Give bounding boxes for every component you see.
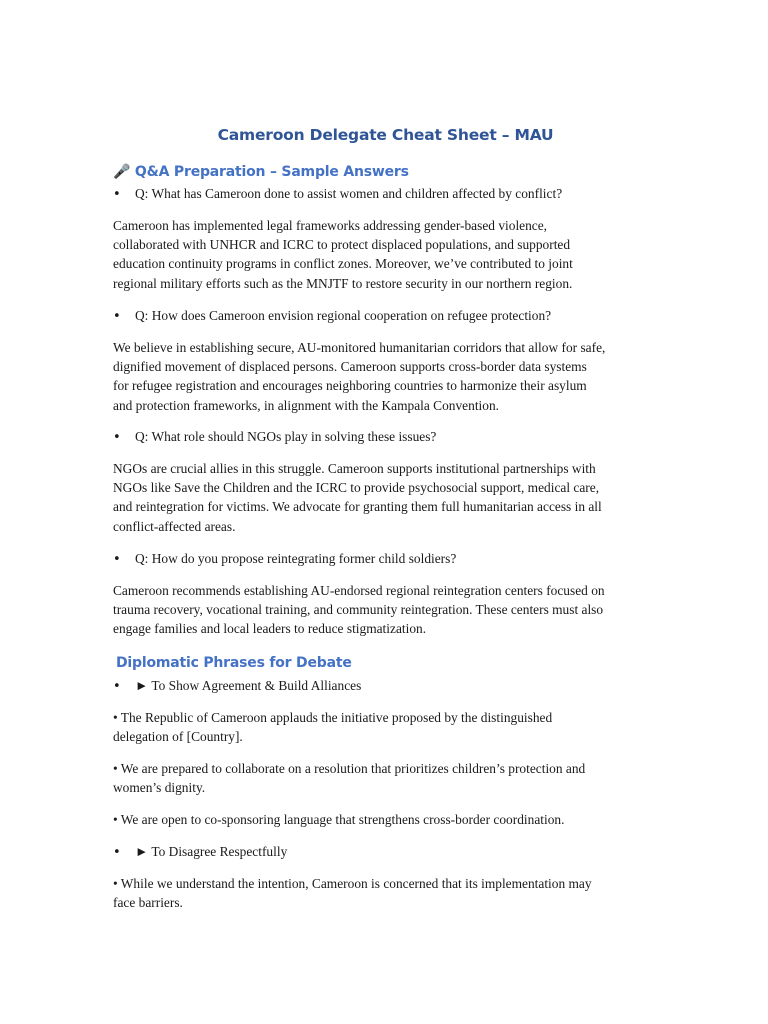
question-text-3: Q: What role should NGOs play in solving these issues? xyxy=(135,429,437,444)
answer-3-line-3: and reintegration for victims. We advocate for granting them full humanitarian access in all xyxy=(113,499,602,515)
phrase-2-line-2: women’s dignity. xyxy=(113,780,206,796)
question-bullet-3 xyxy=(113,427,436,447)
phrase-2-line-1: • We are prepared to collaborate on a resolution that prioritizes children’s protection and xyxy=(113,761,586,776)
phrase-4 xyxy=(113,874,658,912)
phrase-group-label-agreement: ► To Show Agreement & Build Alliances xyxy=(135,678,362,693)
question-text-4: Q: How do you propose reintegrating former child soldiers? xyxy=(135,551,457,566)
question-text-1: Q: What has Cameroon done to assist women and children affected by conflict? xyxy=(135,186,563,201)
bullet-glyph: • xyxy=(113,552,121,567)
answer-1-line-3: education continuity programs in conflict zones. Moreover, we’ve contributed to joint xyxy=(113,256,573,272)
answer-3-line-2: NGOs like Save the Children and the ICRC to provide psychosocial support, medical care, xyxy=(113,480,600,496)
answer-1-line-4: regional military efforts such as the MNJTF to restore security in our northern region. xyxy=(113,275,573,291)
phrase-1-line-1: • The Republic of Cameroon applauds the initiative proposed by the distinguished xyxy=(113,710,553,725)
answer-3-line-1: NGOs are crucial allies in this struggle. Cameroon supports institutional partnerships with xyxy=(113,461,596,476)
answer-2-line-4: and protection frameworks, in alignment with the Kampala Convention. xyxy=(113,397,500,413)
phrase-2 xyxy=(113,759,658,797)
answer-2-line-2: dignified movement of displaced persons. Cameroon supports cross-border data systems xyxy=(113,359,587,375)
phrase-1-line-2: delegation of [Country]. xyxy=(113,729,243,745)
bullet-glyph: • xyxy=(113,187,121,202)
answer-4-line-2: trauma recovery, vocational training, and community reintegration. These centers must also xyxy=(113,602,604,618)
phrase-1 xyxy=(113,708,658,746)
question-bullet-4 xyxy=(113,549,456,569)
phrase-3 xyxy=(113,810,658,829)
bullet-glyph: • xyxy=(113,845,121,860)
phrase-group-label-disagree: ► To Disagree Respectfully xyxy=(135,844,288,859)
answer-1-line-1: Cameroon has implemented legal frameworks addressing gender-based violence, xyxy=(113,218,548,233)
answer-1-line-2: collaborated with UNHCR and ICRC to protect displaced populations, and supported xyxy=(113,237,571,253)
answer-paragraph-4 xyxy=(113,581,658,639)
section-heading-diplomatic: Diplomatic Phrases for Debate xyxy=(116,655,352,671)
phrase-group-bullet-disagree xyxy=(113,842,287,862)
answer-2-line-1: We believe in establishing secure, AU-monitored humanitarian corridors that allow for safe, xyxy=(113,340,606,355)
question-bullet-2 xyxy=(113,306,551,326)
phrase-3-line-1: • We are open to co-sponsoring language that strengthens cross-border coordination. xyxy=(113,812,565,827)
section-heading-qa: 🎤 Q&A Preparation – Sample Answers xyxy=(113,164,409,180)
question-text-2: Q: How does Cameroon envision regional cooperation on refugee protection? xyxy=(135,308,552,323)
question-bullet-1 xyxy=(113,184,562,204)
phrase-4-line-2: face barriers. xyxy=(113,895,183,911)
answer-paragraph-1 xyxy=(113,216,658,293)
answer-3-line-4: conflict-affected areas. xyxy=(113,518,236,534)
answer-4-line-3: engage families and local leaders to reduce stigmatization. xyxy=(113,621,427,637)
answer-2-line-3: for refugee registration and encourages neighboring countries to harmonize their asylum xyxy=(113,378,587,394)
bullet-glyph: • xyxy=(113,679,121,694)
bullet-glyph: • xyxy=(113,309,121,324)
answer-paragraph-3 xyxy=(113,459,658,536)
bullet-glyph: • xyxy=(113,430,121,445)
answer-paragraph-2 xyxy=(113,338,658,415)
answer-4-line-1: Cameroon recommends establishing AU-endorsed regional reintegration centers focused on xyxy=(113,583,605,598)
document-title: Cameroon Delegate Cheat Sheet – MAU xyxy=(217,126,554,144)
phrase-4-line-1: • While we understand the intention, Cameroon is concerned that its implementation may xyxy=(113,876,592,891)
phrase-group-bullet-agreement xyxy=(113,676,361,696)
